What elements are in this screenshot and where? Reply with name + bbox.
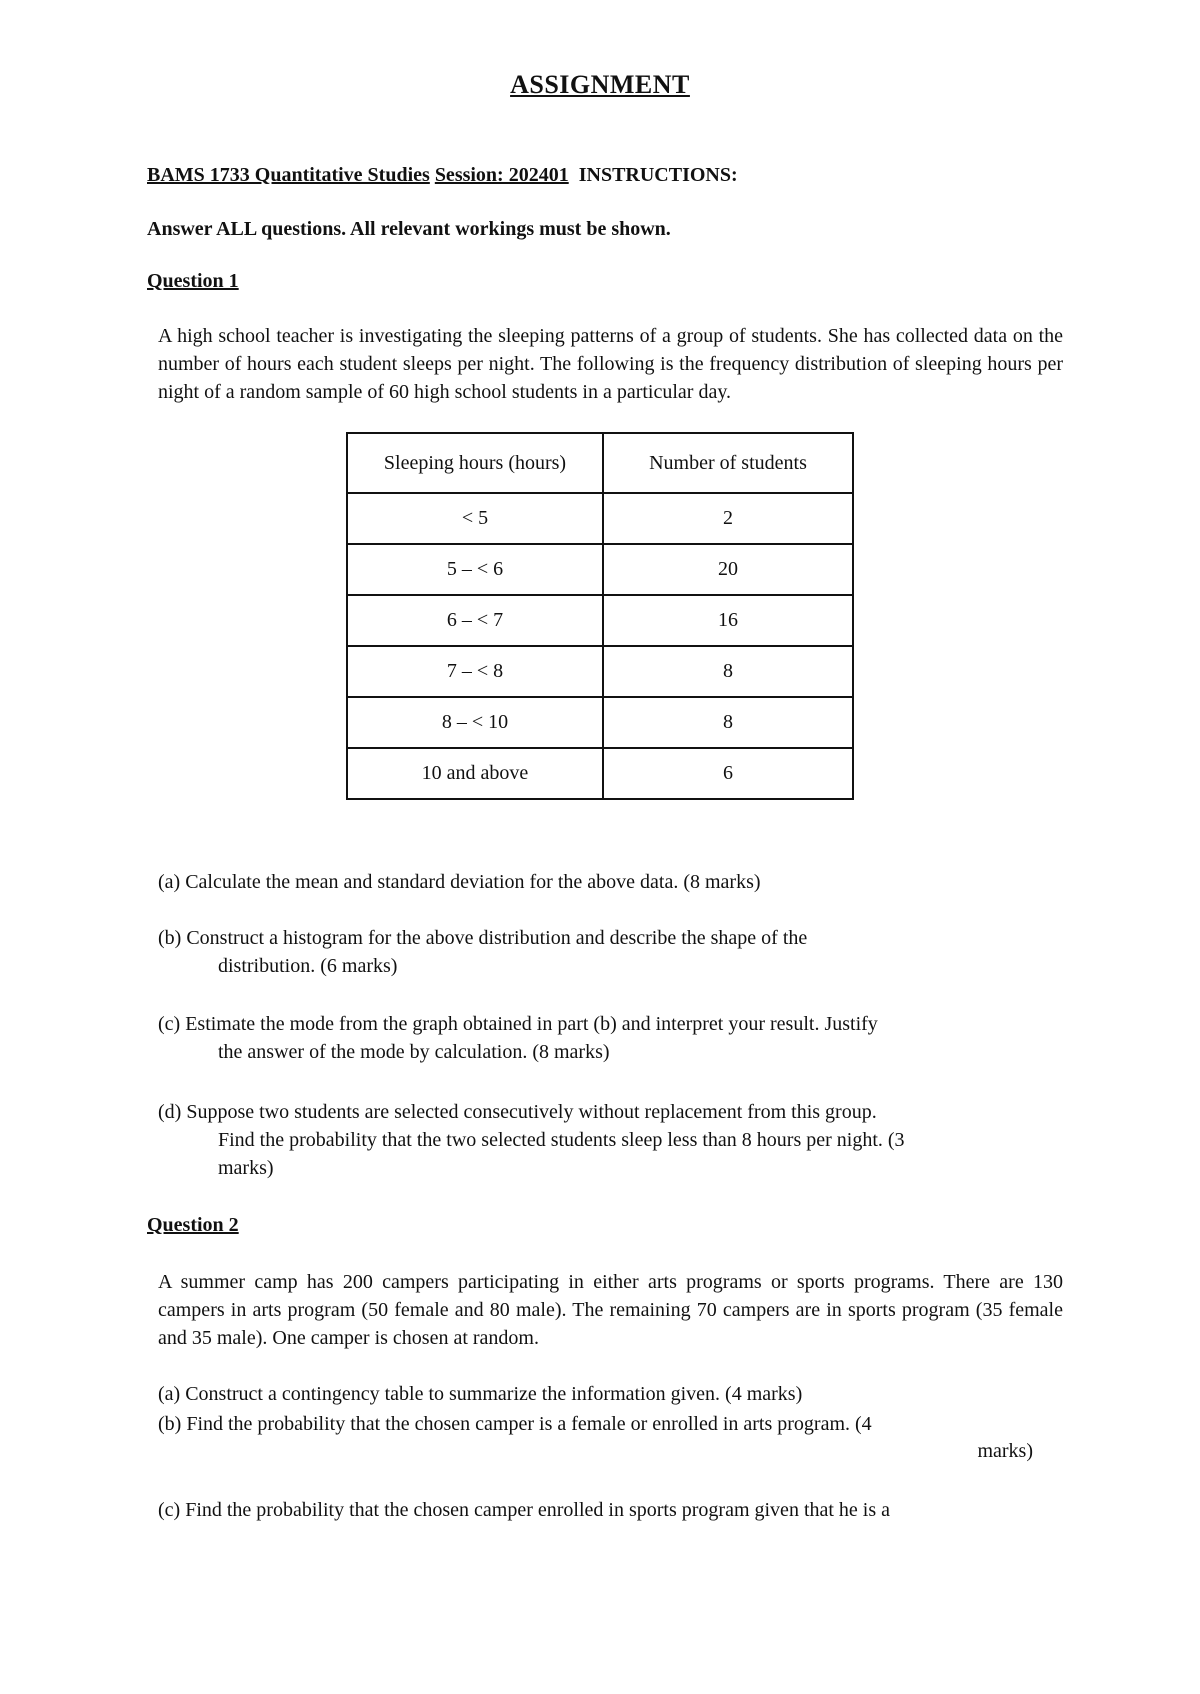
column-header-students: Number of students <box>603 433 853 493</box>
cell-students: 16 <box>603 595 853 646</box>
question-1-part-c <box>158 1010 1063 1066</box>
cell-students: 8 <box>603 697 853 748</box>
course-line <box>147 164 738 187</box>
table-header-row <box>347 433 853 493</box>
table-row <box>347 646 853 697</box>
cell-students: 6 <box>603 748 853 799</box>
part-b-line-1: (b) Construct a histogram for the above distribution and describe the shape of the <box>158 927 808 949</box>
question-1-intro: A high school teacher is investigating the sleeping patterns of a group of students. She has collected data on the number of hours each student sleeps per night. The following is the frequency distribution of sleeping hours per night of a random sample of 60 high school students in a particular day. <box>158 325 1063 403</box>
question-2-part-b-marks: marks) <box>977 1440 1033 1462</box>
question-1-part-b <box>158 924 1063 980</box>
question-2-part-a: (a) Construct a contingency table to summarize the information given. (4 marks) <box>158 1383 803 1405</box>
cell-hours: 8 – < 10 <box>347 697 603 748</box>
instructions-text: Answer ALL questions. All relevant workings must be shown. <box>147 218 671 240</box>
question-2-heading: Question 2 <box>147 1214 239 1236</box>
table-row <box>347 493 853 544</box>
question-1-part-d <box>158 1098 1063 1182</box>
course-code-title: BAMS 1733 Quantitative Studies <box>147 164 430 186</box>
part-b-line-2: distribution. (6 marks) <box>218 955 398 977</box>
table-row <box>347 544 853 595</box>
question-2-intro: A summer camp has 200 campers participating in either arts programs or sports programs. There are 130 campers in arts program (50 female and 80 male). The remaining 70 campers are in sports program (35 female and 35 male). One camper is chosen at random. <box>158 1271 1063 1349</box>
cell-students: 2 <box>603 493 853 544</box>
page-title: ASSIGNMENT <box>510 70 690 99</box>
column-header-hours: Sleeping hours (hours) <box>347 433 603 493</box>
question-1-part-a: (a) Calculate the mean and standard deviation for the above data. (8 marks) <box>158 871 761 893</box>
table-row <box>347 595 853 646</box>
question-2-part-c: (c) Find the probability that the chosen camper enrolled in sports program given that he is a <box>158 1499 891 1521</box>
part-c-line-1: (c) Estimate the mode from the graph obtained in part (b) and interpret your result. Justify <box>158 1013 878 1035</box>
table-row <box>347 748 853 799</box>
part-c-line-2: the answer of the mode by calculation. (8 marks) <box>218 1041 610 1063</box>
table-row <box>347 697 853 748</box>
part-d-line-2: Find the probability that the two selected students sleep less than 8 hours per night. (3 <box>218 1129 905 1151</box>
instructions-label: INSTRUCTIONS: <box>578 164 738 186</box>
cell-hours: 10 and above <box>347 748 603 799</box>
question-1-heading: Question 1 <box>147 270 239 292</box>
cell-hours: 7 – < 8 <box>347 646 603 697</box>
frequency-table <box>346 432 854 800</box>
question-2-part-b: (b) Find the probability that the chosen camper is a female or enrolled in arts program. (4 <box>158 1413 872 1435</box>
cell-hours: < 5 <box>347 493 603 544</box>
cell-students: 8 <box>603 646 853 697</box>
cell-hours: 6 – < 7 <box>347 595 603 646</box>
part-d-line-1: (d) Suppose two students are selected consecutively without replacement from this group. <box>158 1101 877 1123</box>
cell-hours: 5 – < 6 <box>347 544 603 595</box>
part-d-line-3: marks) <box>218 1157 274 1179</box>
cell-students: 20 <box>603 544 853 595</box>
session-label: Session: 202401 <box>434 164 569 186</box>
